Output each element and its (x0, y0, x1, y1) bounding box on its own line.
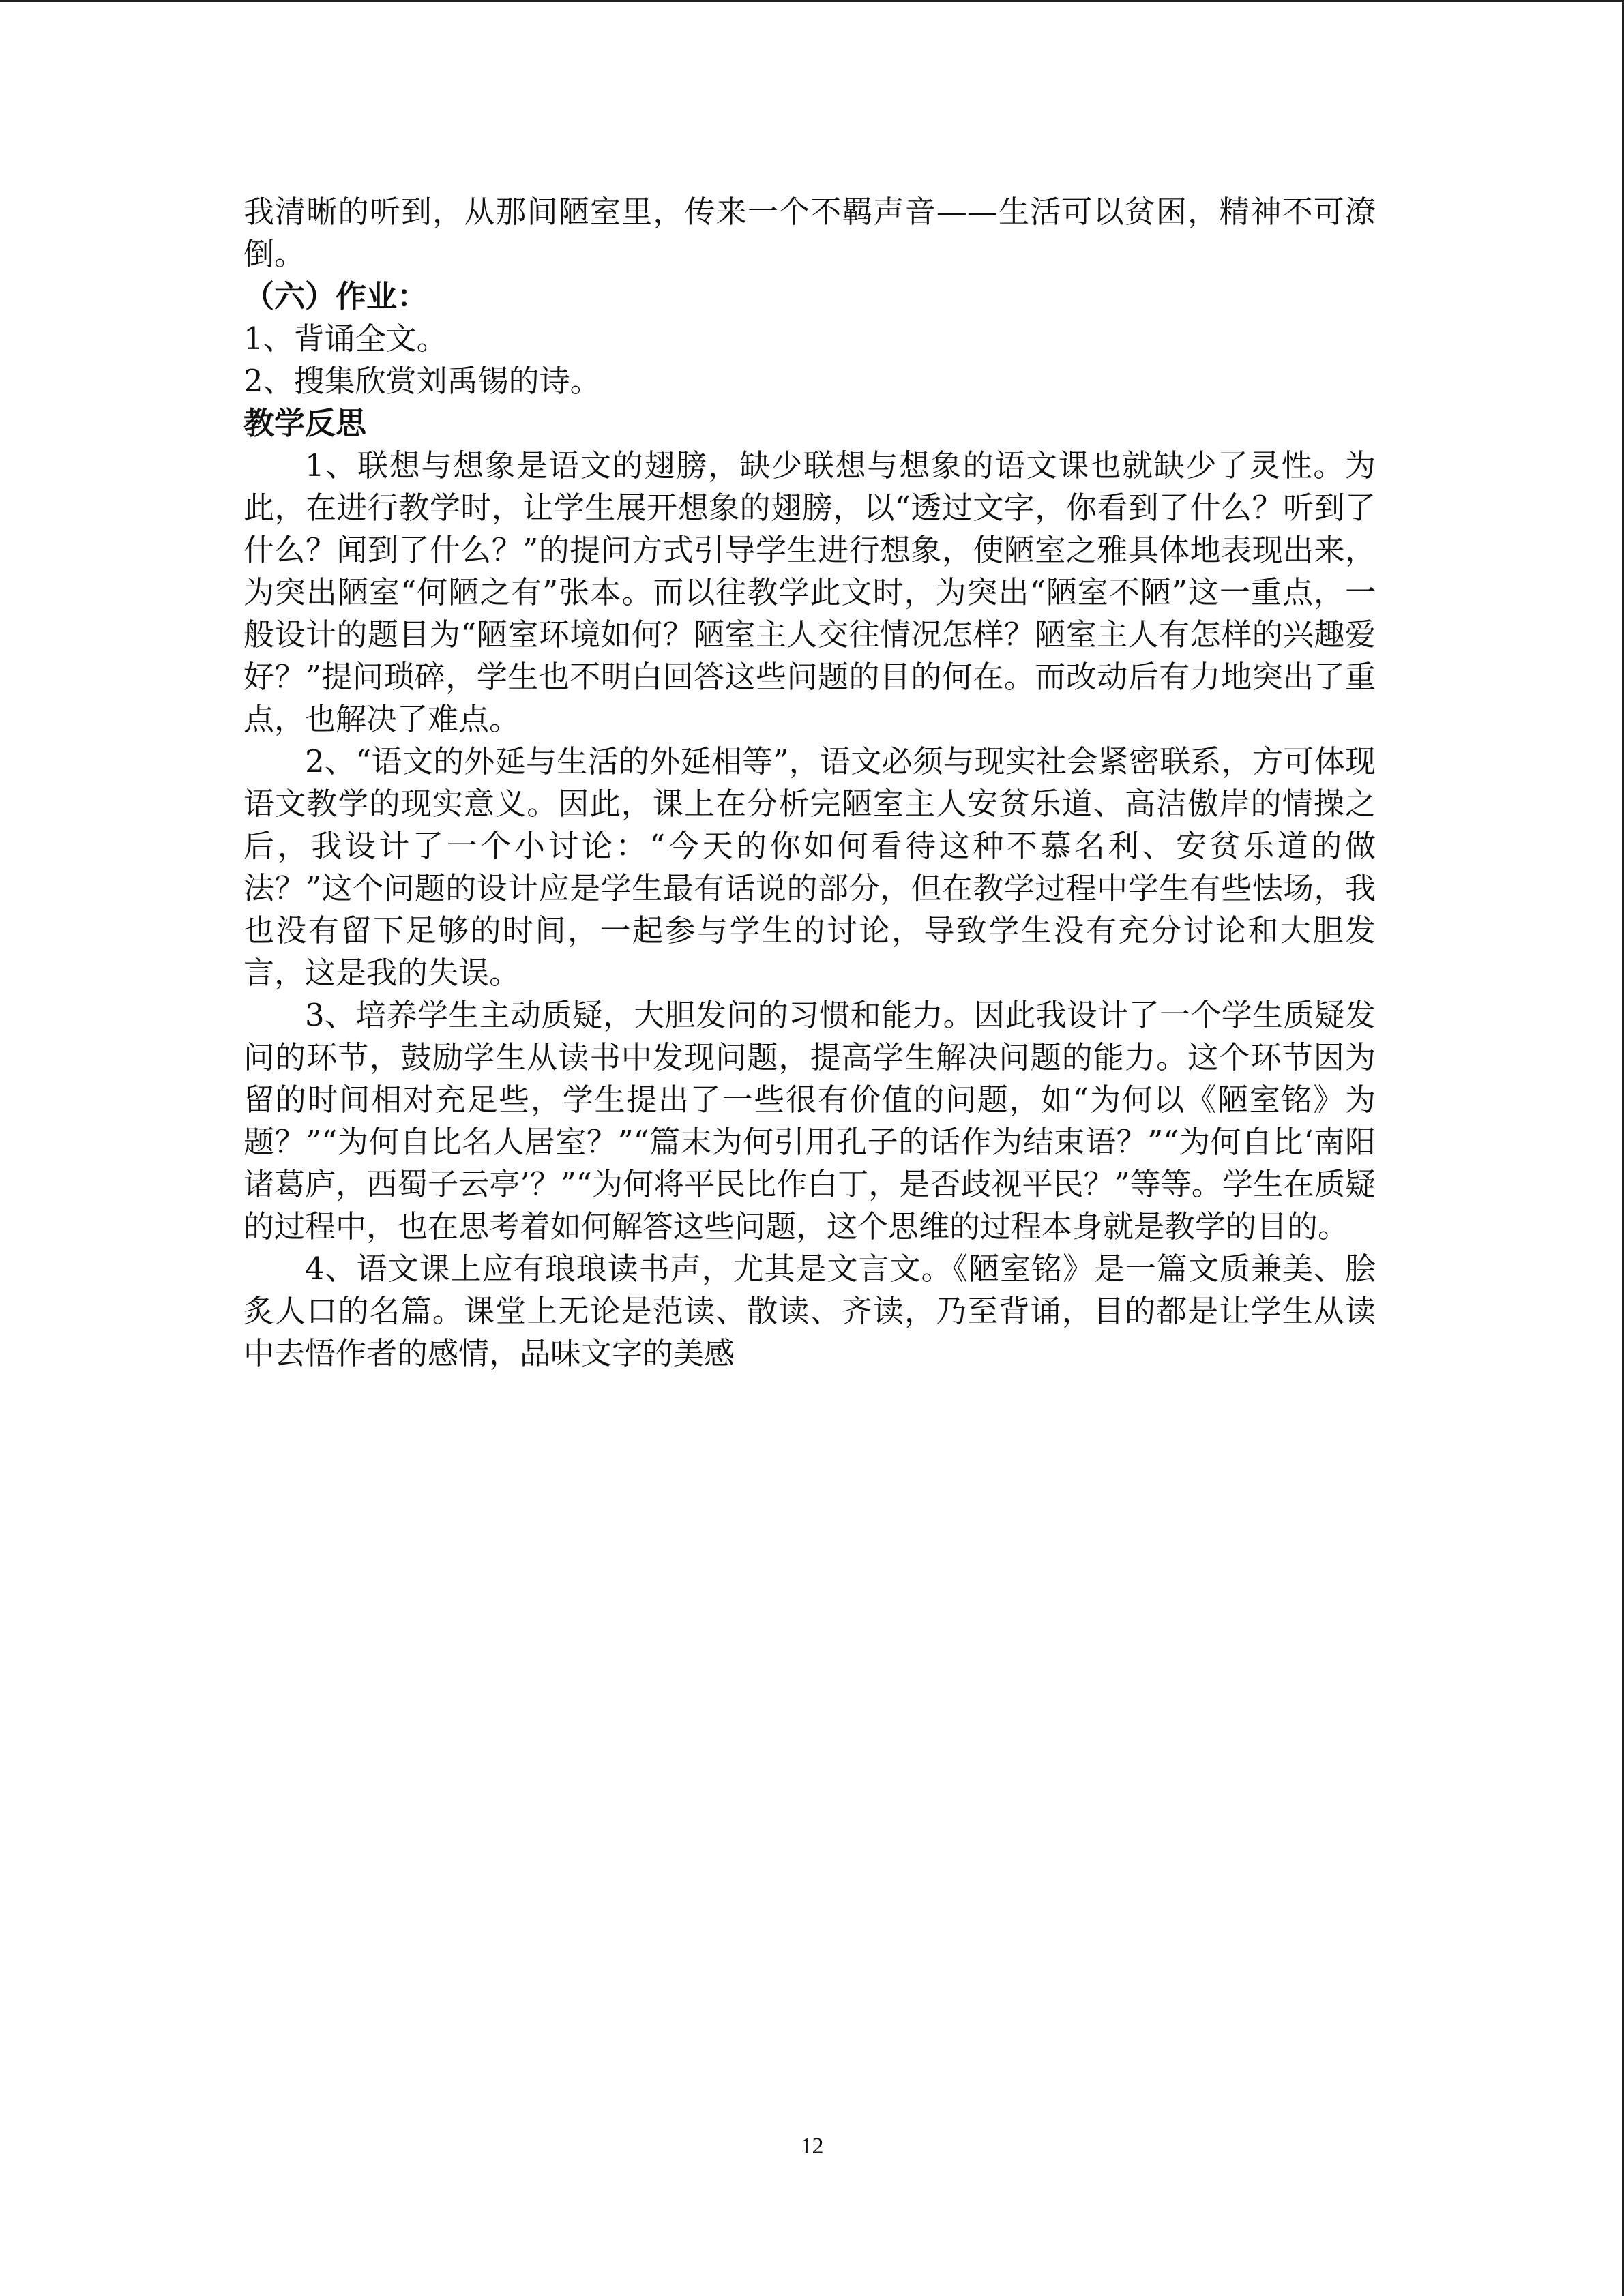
homework-heading: （六）作业： (243, 278, 428, 314)
homework-item: 1、背诵全文。 (243, 320, 447, 357)
page-top-border (0, 0, 1624, 2)
reflection-heading: 教学反思 (243, 405, 367, 441)
reflection-paragraph: 2、“语文的外延与生活的外延相等”，语文必须与现实社会紧密联系，方可体现语文教学的现实意义。因此，课上在分析完陋室主人安贫乐道、高洁傲岸的情操之后，我设计了一个小讨论：“今天的你如何看待这种不慕名利、安贫乐道的做法？”这个问题的设计应是学生最有话说的部分，但在教学过程中学生有些怯场，我也没有留下足够的时间，一起参与学生的讨论，导致学生没有充分讨论和大胆发言，这是我的失误。 (243, 743, 1376, 991)
document-body (243, 191, 1376, 1375)
page-number: 12 (800, 2134, 824, 2159)
reflection-paragraph: 3、培养学生主动质疑，大胆发问的习惯和能力。因此我设计了一个学生质疑发问的环节，鼓励学生从读书中发现问题，提高学生解决问题的能力。这个环节因为留的时间相对充足些，学生提出了一些很有价值的问题，如“为何以《陋室铭》为题？”“为何自比名人居室？”“篇末为何引用孔子的话作为结束语？”“为何自比‘南阳诸葛庐，西蜀子云亭’？”“为何将平民比作白丁，是否歧视平民？”等等。学生在质疑的过程中，也在思考着如何解答这些问题，这个思维的过程本身就是教学的目的。 (243, 997, 1376, 1244)
homework-item: 2、搜集欣赏刘禹锡的诗。 (243, 363, 601, 399)
reflection-paragraph: 4、语文课上应有琅琅读书声，尤其是文言文。《陋室铭》是一篇文质兼美、脍炙人口的名篇。课堂上无论是范读、散读、齐读，乃至背诵，目的都是让学生从读中去悟作者的感情，品味文字的美感 (243, 1251, 1376, 1371)
intro-paragraph: 我清晰的听到，从那间陋室里，传来一个不羁声音——生活可以贫困，精神不可潦倒。 (243, 194, 1376, 272)
reflection-paragraph: 1、联想与想象是语文的翅膀，缺少联想与想象的语文课也就缺少了灵性。为此，在进行教学时，让学生展开想象的翅膀，以“透过文字，你看到了什么？听到了什么？闻到了什么？”的提问方式引导学生进行想象，使陋室之雅具体地表现出来，为突出陋室“何陋之有”张本。而以往教学此文时，为突出“陋室不陋”这一重点，一般设计的题目为“陋室环境如何？陋室主人交往情况怎样？陋室主人有怎样的兴趣爱好？”提问琐碎，学生也不明白回答这些问题的目的何在。而改动后有力地突出了重点，也解决了难点。 (243, 447, 1376, 737)
